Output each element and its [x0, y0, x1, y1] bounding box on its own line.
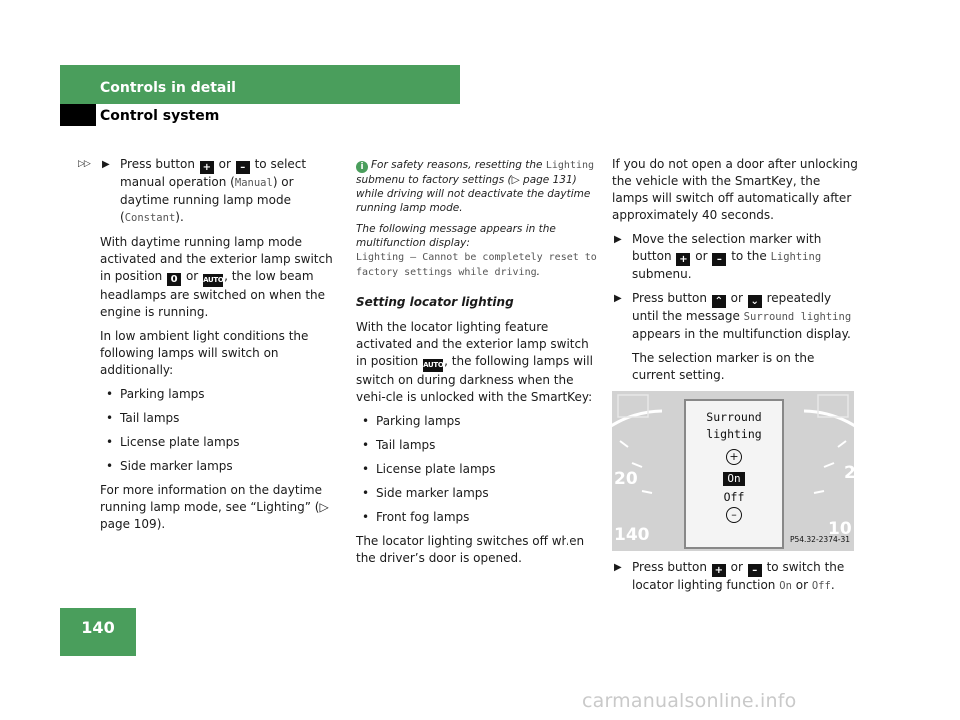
plus-button-icon: +: [712, 564, 726, 577]
paragraph: The selection marker is on the current setting.: [632, 351, 815, 382]
step-arrow-icon: ▶: [614, 234, 622, 245]
zero-position-icon: 0: [167, 273, 181, 286]
chapter-title: Controls in detail: [100, 80, 236, 96]
gauge-number: 2: [844, 463, 856, 483]
paragraph: For more information on the daytime running lamp mode, see “Lighting” (▷ page 109).: [100, 483, 329, 531]
list-item: • Side marker lamps: [362, 486, 489, 500]
paragraph: With the locator lighting feature activated and the exterior lamp switch in position AUTO, the following lamps will switch on during darkness when the vehi-cle is unlocked with the SmartKey:: [356, 320, 593, 404]
paragraph: If you do not open a door after unlocking the vehicle with the SmartKey, the lamps will switch off automatically after approximately 40 seconds.: [612, 157, 858, 222]
plus-button-icon: +: [200, 161, 214, 174]
constant-setting: Constant: [124, 212, 176, 224]
list-item: • Front fog lamps: [362, 510, 470, 524]
column-right: [612, 156, 858, 602]
instrument-cluster-figure: [612, 391, 854, 551]
display-option-on-selected: On: [723, 472, 745, 486]
column-left: [78, 156, 344, 540]
figure-code: P54.32-2374-31: [789, 535, 850, 544]
off-setting: Off: [811, 580, 831, 592]
auto-position-icon: AUTO: [203, 274, 223, 287]
up-button-icon: ⌃: [712, 295, 726, 308]
display-title-line: Surround: [706, 410, 762, 424]
list-item: • Tail lamps: [106, 411, 180, 425]
display-option-off: Off: [723, 490, 745, 504]
info-note: i For safety reasons, resetting the Lighting submenu to factory settings (▷ page 131) while driving will not deactivate the daytime running lamp mode.: [356, 159, 595, 214]
list-item: • Parking lamps: [362, 414, 461, 428]
instruction-step: ▶ Press button ⌃ or ⌄ repeatedly until the message Surround lighting appears in the multifunction display.: [614, 291, 852, 341]
step-arrow-icon: ▶: [614, 562, 622, 573]
header-marker: [60, 104, 96, 126]
on-setting: On: [779, 580, 792, 592]
lighting-menu-name: Lighting: [545, 160, 595, 171]
display-message: Lighting – Cannot be completely reset to factory settings while driving: [356, 252, 597, 278]
continued-marker: ▷▷: [78, 159, 90, 169]
instruction-step: ▶ Move the selection marker with button + or – to the Lighting submenu.: [614, 232, 822, 281]
watermark: carmanualsonline.info: [582, 690, 797, 712]
info-icon: i: [356, 161, 368, 173]
plus-symbol-icon: +: [726, 449, 742, 465]
paragraph: With daytime running lamp mode activated and the exterior lamp switch in position 0 or AUTO, the low beam headlamps are switched on when the engine is running.: [100, 235, 333, 319]
manual-setting: Manual: [234, 177, 273, 189]
section-heading: Setting locator lighting: [356, 295, 514, 309]
list-item: • Tail lamps: [362, 438, 436, 452]
list-item: • Side marker lamps: [106, 459, 233, 473]
auto-position-icon: AUTO: [423, 359, 443, 372]
display-title-line: lighting: [706, 427, 762, 441]
plus-button-icon: +: [676, 253, 690, 266]
info-note-message: The following message appears in the multifunction display: Lighting – Cannot be completely reset to factory settings while driving.: [356, 223, 597, 278]
minus-symbol-icon: –: [726, 507, 742, 523]
instruction-step: ▶ Press button + or – to switch the locator lighting function On or Off.: [614, 560, 845, 592]
list-item: • Parking lamps: [106, 387, 205, 401]
gauge-number: 20: [614, 469, 638, 489]
section-title: Control system: [100, 108, 220, 124]
list-item: • License plate lamps: [362, 462, 496, 476]
paragraph: In low ambient light conditions the following lamps will switch on additionally:: [100, 329, 309, 377]
step-arrow-icon: ▶: [614, 293, 622, 304]
down-button-icon: ⌄: [748, 295, 762, 308]
surround-lighting-message: Surround lighting: [743, 311, 852, 323]
minus-button-icon: –: [712, 253, 726, 266]
step-arrow-icon: ▶: [102, 159, 110, 170]
minus-button-icon: –: [748, 564, 762, 577]
paragraph: The locator lighting switches off when the driver’s door is opened.: [356, 534, 585, 565]
minus-button-icon: –: [236, 161, 250, 174]
page-number: 140: [81, 618, 115, 637]
gauge-number: 10: [828, 519, 852, 539]
multifunction-display: [684, 399, 784, 549]
instruction-step: ▷▷ ▶ Press button + or – to select manual operation (Manual) or daytime running lamp mode (Constant).: [78, 157, 307, 224]
list-item: • License plate lamps: [106, 435, 240, 449]
gauge-number: 140: [614, 525, 650, 545]
lighting-menu-name: Lighting: [770, 251, 822, 263]
